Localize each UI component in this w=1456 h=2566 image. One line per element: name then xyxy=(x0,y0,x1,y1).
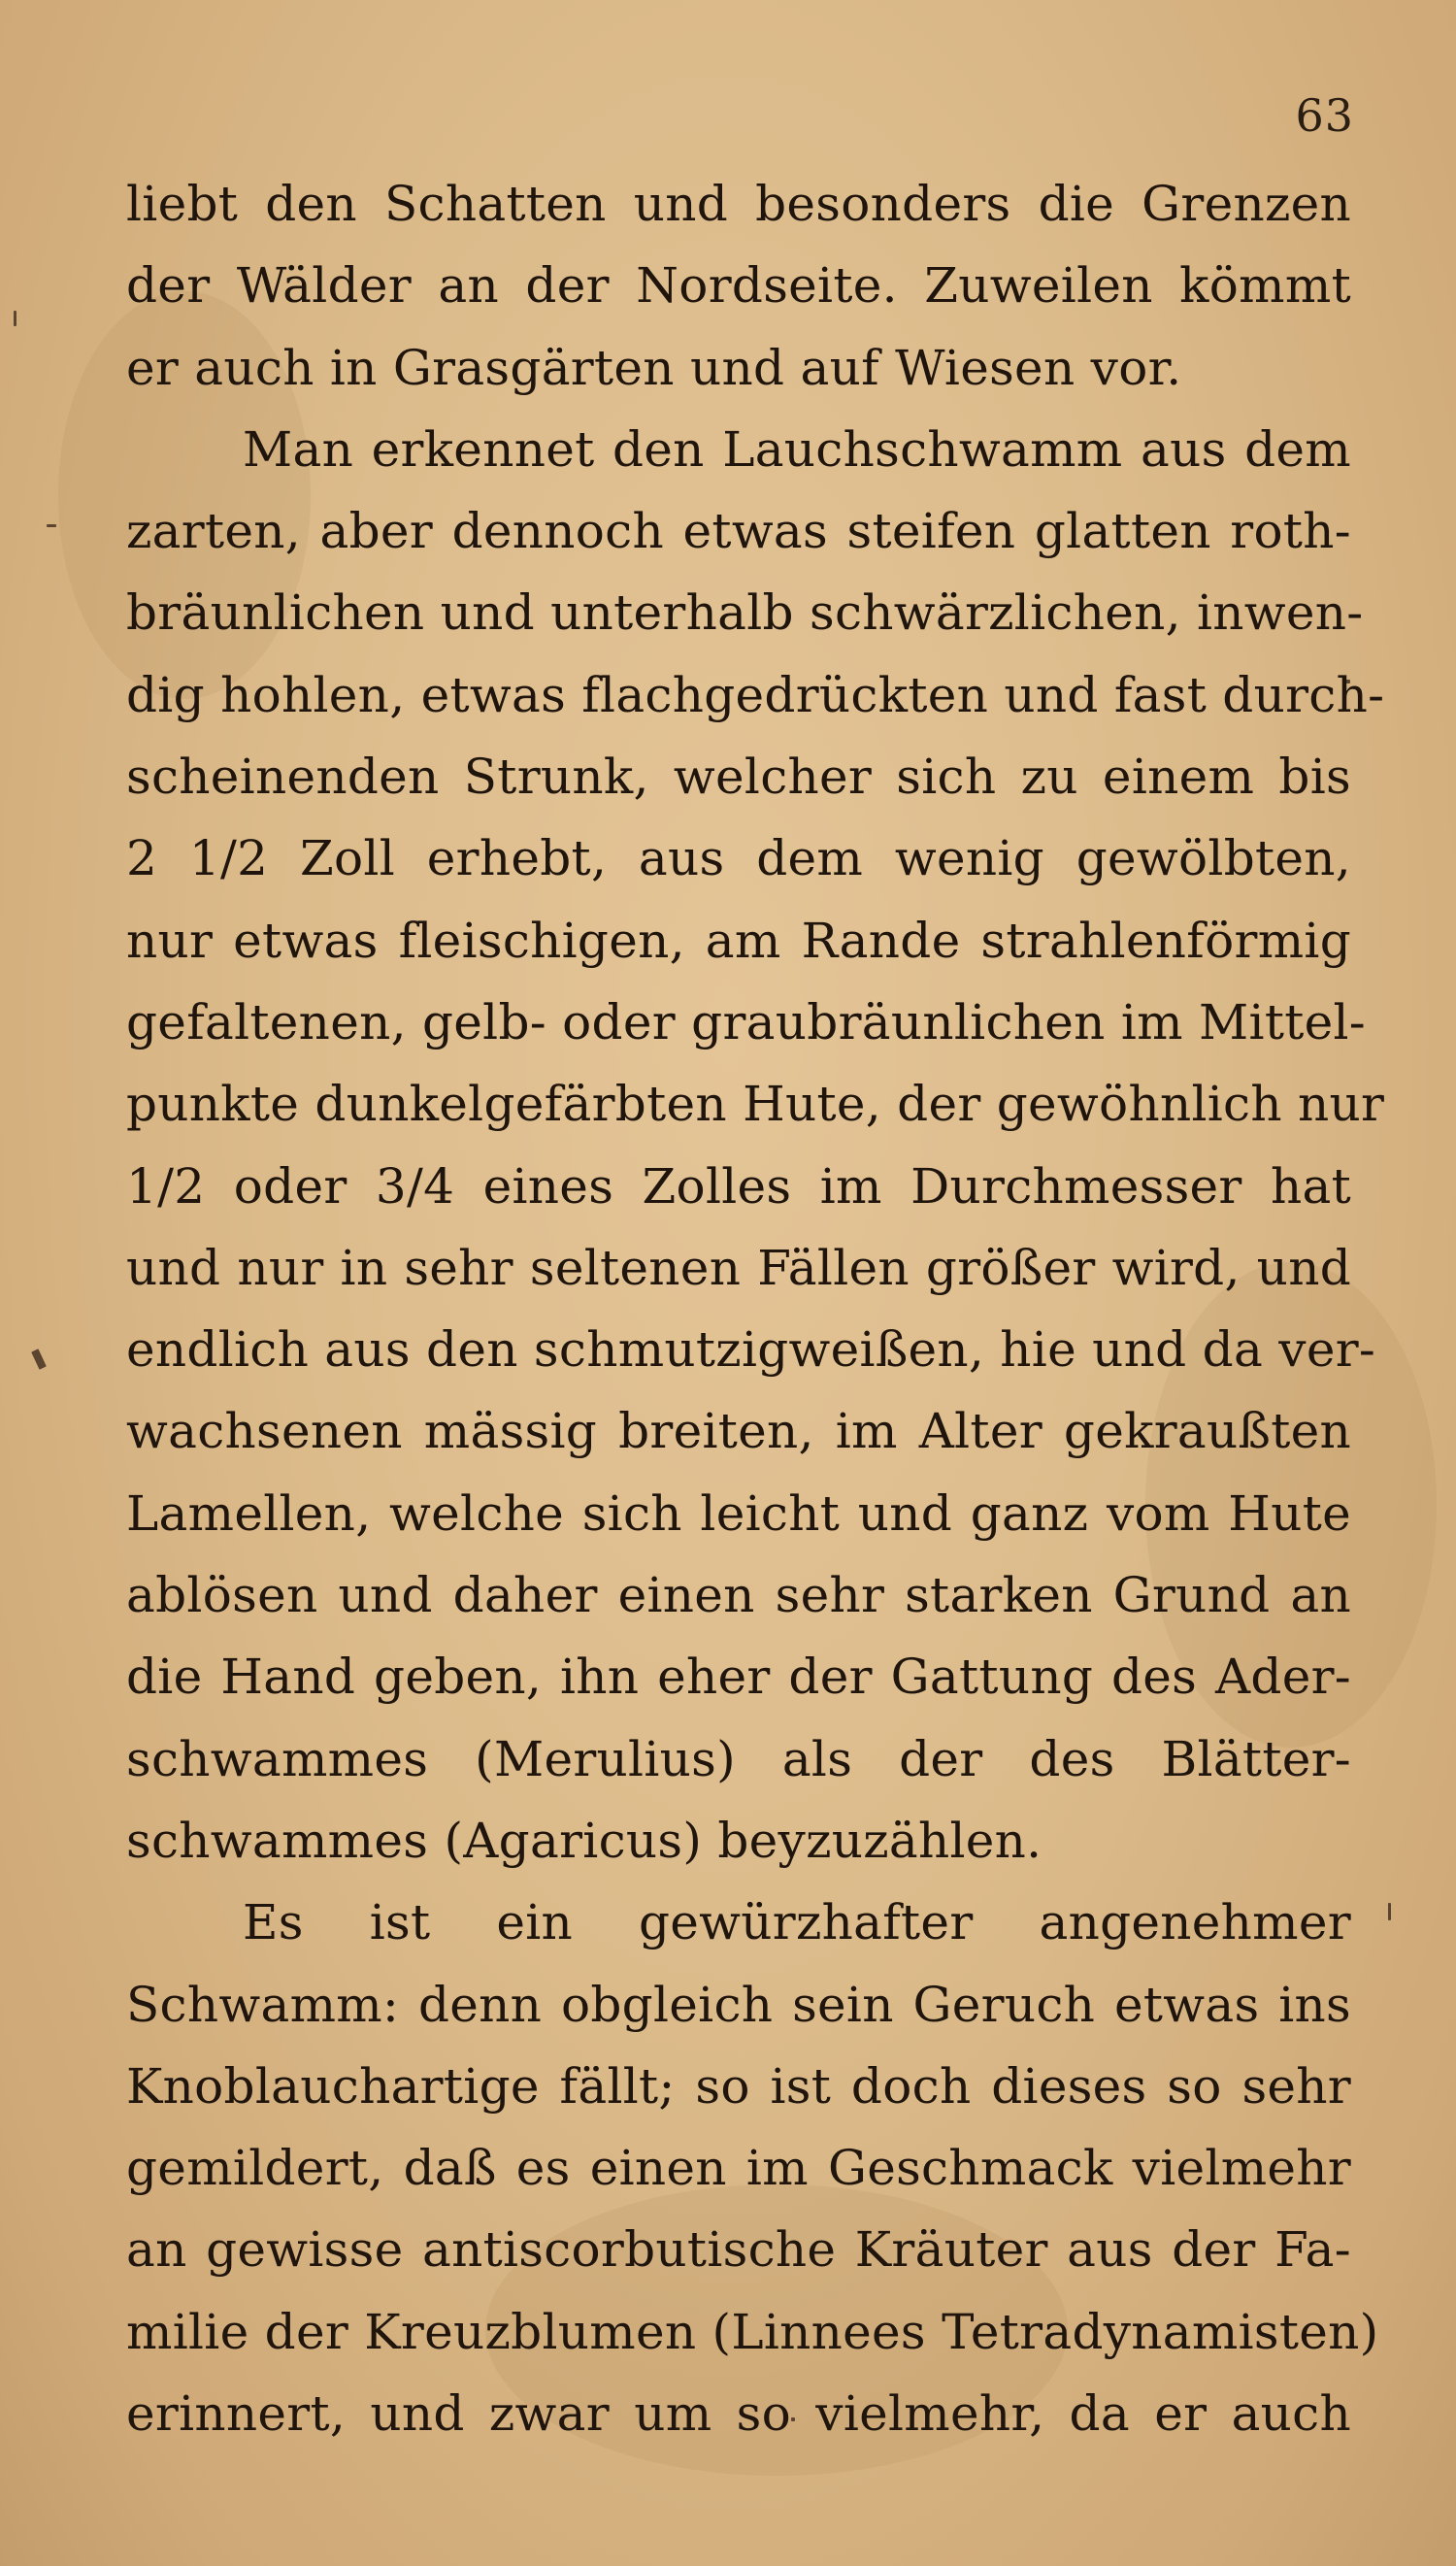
text-line: wachsenen mässig breiten, im Alter gekraußten xyxy=(126,1403,1351,1460)
text-line: gefaltenen, gelb- oder graubräunlichen im Mittel- xyxy=(126,993,1367,1050)
paper-speck xyxy=(14,311,17,326)
text-line: 1/2 oder 3/4 eines Zolles im Durchmesser hat xyxy=(126,1157,1351,1215)
body-text xyxy=(126,163,1385,2454)
text-line: erinnert, und zwar um so vielmehr, da er auch xyxy=(126,2385,1351,2443)
text-line: Schwamm: denn obgleich sein Geruch etwas ins xyxy=(126,1976,1351,2033)
page-number: 63 xyxy=(1295,89,1354,142)
text-line: scheinenden Strunk, welcher sich zu einem bis xyxy=(126,749,1351,806)
text-line: milie der Kreuzblumen (Linnees Tetradynamisten) xyxy=(126,2303,1379,2360)
text-line: Knoblauchartige fällt; so ist doch dieses so sehr xyxy=(126,2057,1351,2115)
text-line: ablösen und daher einen sehr starken Grund an xyxy=(126,1567,1351,1624)
text-line: die Hand geben, ihn eher der Gattung des Ader- xyxy=(126,1649,1351,1706)
text-line: Lamellen, welche sich leicht und ganz vom Hute xyxy=(126,1484,1351,1542)
text-line: schwammes (Merulius) als der des Blätter- xyxy=(126,1730,1351,1787)
paper-speck xyxy=(1388,1903,1391,1920)
text-line: endlich aus den schmutzigweißen, hie und da ver- xyxy=(126,1321,1376,1379)
text-line: 2 1/2 Zoll erhebt, aus dem wenig gewölbten, xyxy=(126,830,1351,887)
text-line: dig hohlen, etwas flachgedrückten und fast durch- xyxy=(126,666,1385,723)
text-line: Man erkennet den Lauchschwamm aus dem xyxy=(243,420,1351,478)
text-line: der Wälder an der Nordseite. Zuweilen kömmt xyxy=(126,257,1351,315)
text-line: und nur in sehr seltenen Fällen größer wird, und xyxy=(126,1239,1351,1296)
paragraph xyxy=(126,409,1385,1882)
text-line: er auch in Grasgärten und auf Wiesen vor. xyxy=(126,339,1182,396)
text-line: liebt den Schatten und besonders die Grenzen xyxy=(126,176,1351,232)
text-line: gemildert, daß es einen im Geschmack vielmehr xyxy=(126,2140,1351,2197)
paper-speck xyxy=(47,524,56,527)
text-line: schwammes (Agaricus) beyzuzählen. xyxy=(126,1812,1042,1869)
text-line: nur etwas fleischigen, am Rande strahlenförmig xyxy=(126,912,1351,969)
text-line: an gewisse antiscorbutische Kräuter aus der Fa- xyxy=(126,2221,1351,2279)
text-line: bräunlichen und unterhalb schwärzlichen, inwen- xyxy=(126,584,1364,642)
text-line: punkte dunkelgefärbten Hute, der gewöhnlich nur xyxy=(126,1076,1385,1133)
paragraph xyxy=(126,1882,1379,2454)
text-line: zarten, aber dennoch etwas steifen glatten roth- xyxy=(126,503,1351,560)
paper-speck xyxy=(31,1349,47,1370)
paragraph xyxy=(126,163,1351,409)
text-line: Es ist ein gewürzhafter angenehmer xyxy=(243,1894,1351,1951)
